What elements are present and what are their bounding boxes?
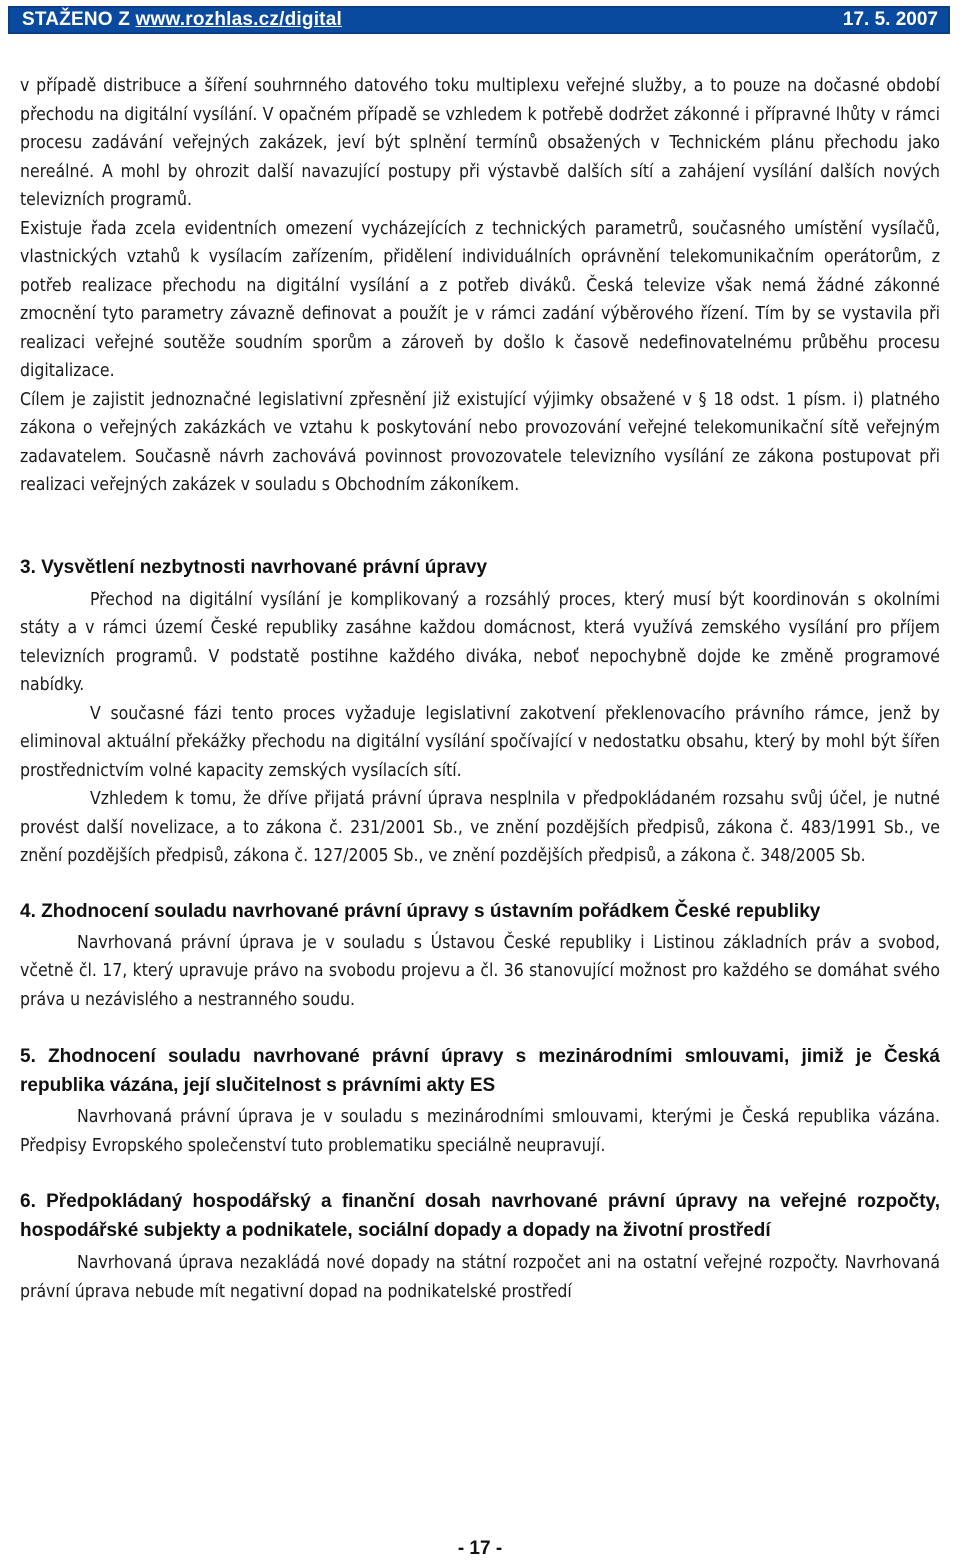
section-heading-5: 5. Zhodnocení souladu navrhované právní úpravy s mezinárodními smlouvami, jimiž je Česká republika vázána, její slučitelnost s právními akty ES [20,1046,940,1096]
page-number: - 17 - [457,1538,503,1559]
paragraph: Přechod na digitální vysílání je komplikovaný a rozsáhlý proces, který musí být koordinován s okolními státy a v rámci území České republiky zasáhne každou domácnost, která využívá zemského vysílání pro příjem televizních programů. V podstatě postihne každého diváka, neboť nepochybně dojde ke změně programové nabídky. [20,589,940,695]
paragraph: v případě distribuce a šíření souhrnného datového toku multiplexu veřejné služby, a to pouze na dočasné období přechodu na digitální vysílání. V opačném případě se vzhledem k potřebě dodržet zákonné i přípravné lhůty v rámci procesu zadávání veřejných zakázek, jeví být splnění termínů obsažených v Technickém plánu přechodu jako nereálné. A mohl by ohrozit další navazující postupy při výstavbě dalších sítí a zahájení vysílání dalších nových televizních programů. [20,76,940,210]
banner-date: 17. 5. 2007 [842,9,938,30]
banner-link[interactable]: www.rozhlas.cz/digital [135,9,342,30]
paragraph: Navrhovaná právní úprava je v souladu s mezinárodními smlouvami, kterými je Česká republika vázána. Předpisy Evropského společenství tuto problematiku speciálně neupravují. [20,1107,940,1156]
paragraph: V současné fázi tento proces vyžaduje legislativní zakotvení překlenovacího právního rámce, jenž by eliminoval aktuální překážky přechodu na digitální vysílání spočívající v nedostatku obsahu, který by mohl být šířen prostřednictvím volné kapacity zemských vysílacích sítí. [20,703,940,781]
document-body [20,72,940,1306]
paragraph: Navrhovaná úprava nezakládá nové dopady na státní rozpočet ani na ostatní veřejné rozpočty. Navrhovaná právní úprava nebude mít negativní dopad na podnikatelské prostředí [20,1253,940,1302]
banner-source [22,9,342,31]
section-heading-4: 4. Zhodnocení souladu navrhované právní úpravy s ústavním pořádkem České republiky [20,900,821,922]
paragraph: Vzhledem k tomu, že dříve přijatá právní úprava nesplnila v předpokládaném rozsahu svůj účel, je nutné provést další novelizace, a to zákona č. 231/2001 Sb., ve znění pozdějších předpisů, zákona č. 483/1991 Sb., ve znění pozdějších předpisů, zákona č. 127/2005 Sb., ve znění pozdějších předpisů, a zákona č. 348/2005 Sb. [20,789,940,866]
banner-prefix: STAŽENO Z [22,9,136,30]
section-heading-3: 3. Vysvětlení nezbytnosti navrhované právní úpravy [20,556,488,578]
paragraph: Cílem je zajistit jednoznačné legislativní zpřesnění již existující výjimky obsažené v § 18 odst. 1 písm. i) platného zákona o veřejných zakázkách ve vztahu k poskytování nebo provozování veřejné telekomunikační sítě veřejným zadavatelem. Současně návrh zachovává povinnost provozovatele televizního vysílání ze zákona postupovat při realizaci veřejných zakázek v souladu s Obchodním zákoníkem. [20,389,940,495]
section-heading-6: 6. Předpokládaný hospodářský a finanční dosah navrhované právní úpravy na veřejné rozpočty, hospodářské subjekty a podnikatele, sociální dopady a dopady na životní prostředí [20,1191,940,1241]
paragraph: Existuje řada zcela evidentních omezení vycházejících z technických parametrů, současného umístění vysílačů, vlastnických vztahů k vysílacím zařízením, přidělení individuálních oprávnění telekomunikačním operátorům, z potřeb realizace přechodu na digitální vysílání a z potřeb diváků. Česká televize však nemá žádné zákonné zmocnění tyto parametry závazně definovat a použít je v rámci zadání výběrového řízení. Tím by se vystavila při realizaci veřejné soutěže soudním sporům a zároveň by došlo k časově nedefinovatelnému průběhu procesu digitalizace. [20,218,940,381]
download-banner [8,6,950,34]
paragraph: Navrhovaná právní úprava je v souladu s Ústavou České republiky i Listinou základních práv a svobod, včetně čl. 17, který upravuje právo na svobodu projevu a čl. 36 stanovující možnost pro každého se domáhat svého práva u nezávislého a nestranného soudu. [20,932,940,1010]
